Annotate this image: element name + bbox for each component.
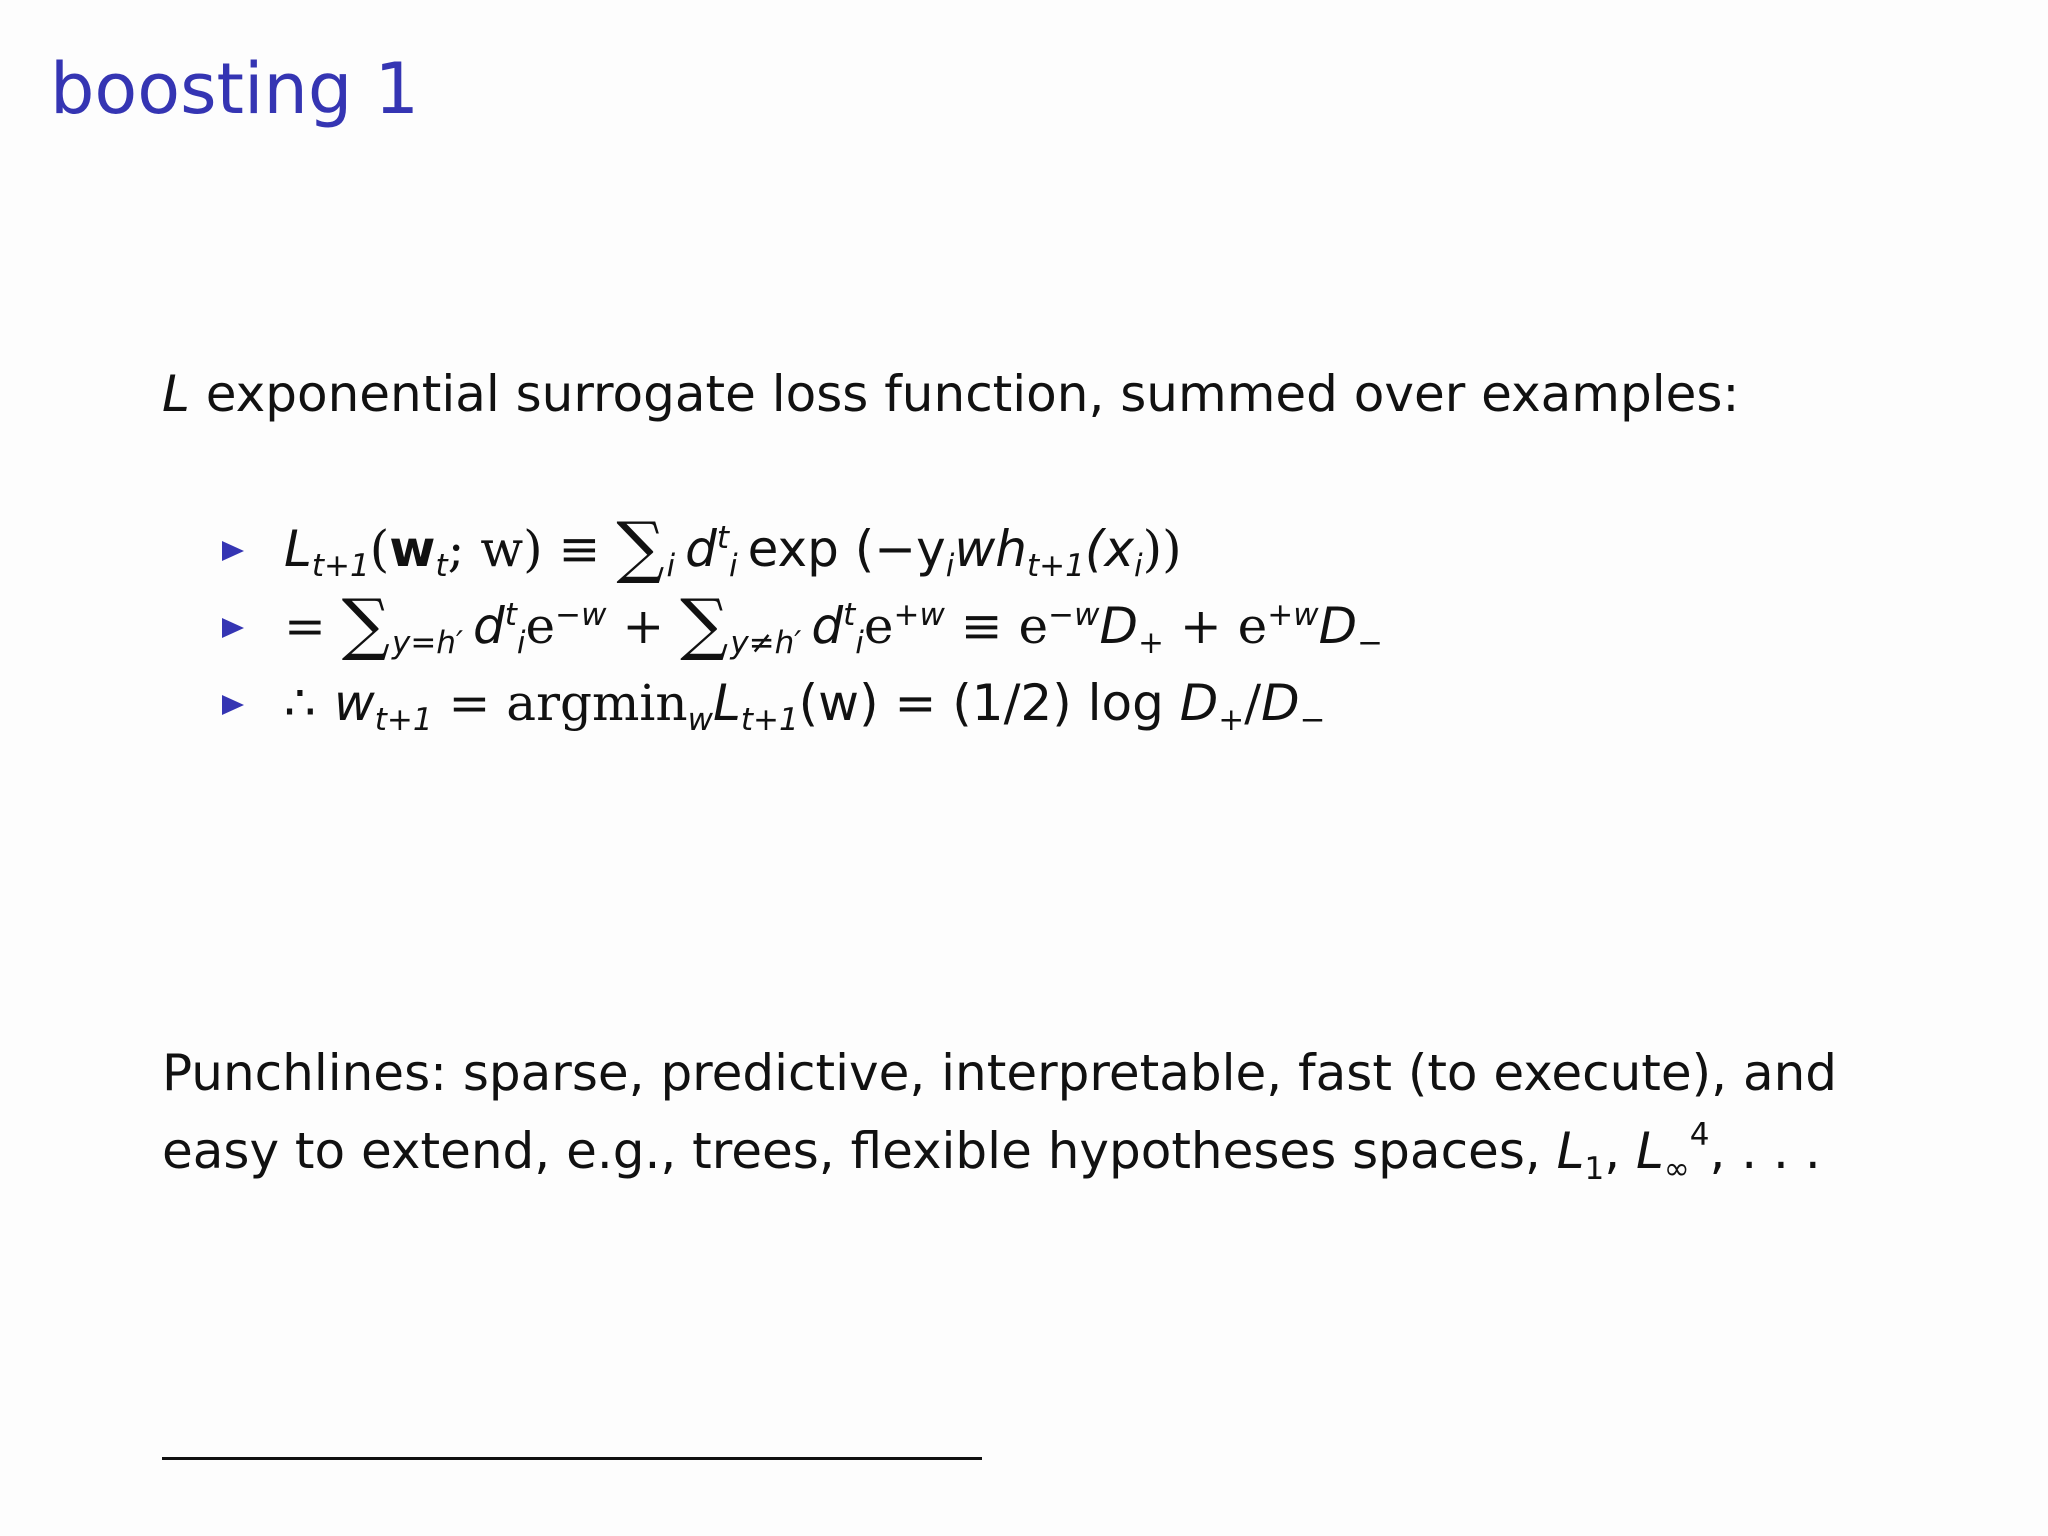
punchlines-line-1: Punchlines: sparse, predictive, interpretable, fast (to execute), and bbox=[162, 1044, 1838, 1102]
bullet-triangle-icon bbox=[222, 695, 244, 715]
footnote-rule bbox=[162, 1457, 982, 1460]
bullet-1 bbox=[222, 506, 1762, 587]
bullet-list bbox=[222, 506, 1762, 741]
bullet-3-equation: ∴ $w_{t+1} = argmin_wL_{t+1}(w) = (1/2)$ $\log D_+/D_-$ bbox=[284, 673, 1326, 739]
punchlines-paragraph bbox=[162, 1034, 1912, 1190]
punchlines-line-2: easy to extend, e.g., trees, flexible hypotheses spaces, $L_1$, $L_\infty^4$, . . . bbox=[162, 1116, 1821, 1187]
intro-symbol: L bbox=[162, 365, 190, 423]
intro-line bbox=[162, 364, 1739, 424]
intro-text: exponential surrogate loss function, summed over examples: bbox=[205, 365, 1740, 423]
bullet-2 bbox=[222, 583, 1762, 664]
bullet-triangle-icon bbox=[222, 541, 244, 561]
bullet-1-equation: $L_{t+1}(w_t$; $w) \equiv \sum_i$ $d^t_i$ $\exp (-y_iwh_{t+1}(x_i))$ bbox=[284, 506, 1182, 586]
bullet-2-equation: = $\sum_{y=h'}$ $d^t_ie^{-w} + \sum_{y\ne h'}$ $d^t_ie^{+w} \equiv e^{-w}D_+ + e^{+w}D_-$ bbox=[284, 583, 1384, 663]
bullet-3 bbox=[222, 664, 1762, 741]
bullet-triangle-icon bbox=[222, 618, 244, 638]
slide-title: boosting 1 bbox=[50, 48, 420, 130]
footnote-mark: 4 bbox=[1689, 1116, 1710, 1153]
